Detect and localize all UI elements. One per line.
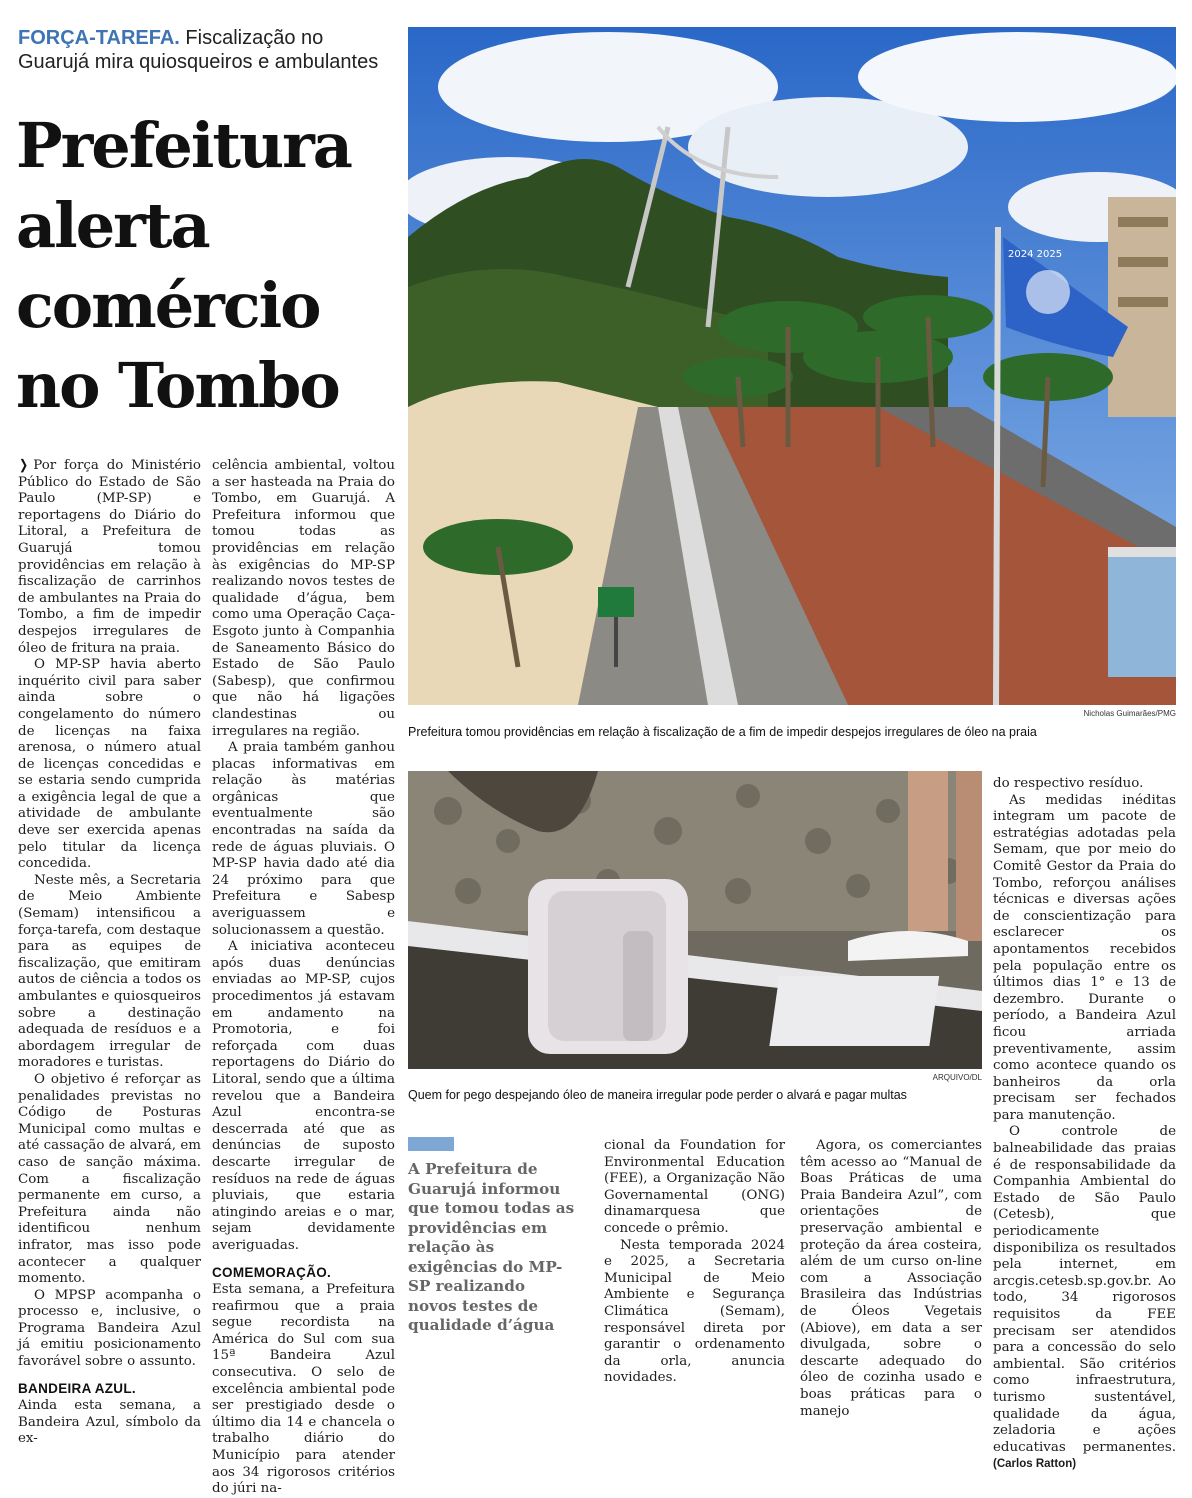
- photo-oil-container: [408, 771, 982, 1069]
- headline: Prefeitura alerta comércio no Tombo: [16, 109, 351, 422]
- flag-year-text: 2024 2025: [1008, 249, 1063, 260]
- paragraph: cional da Foundation for Environmental Education (FEE), a Organização Não Governamental (ONG) dinamarquesa que concede o prêmio.: [604, 1138, 785, 1236]
- column-1: [18, 458, 201, 1448]
- kicker-label: FORÇA-TAREFA.: [18, 27, 180, 49]
- paragraph: A praia também ganhou placas informativas em relação às matérias orgânicas que eventualmente são encontradas na saída da rede de águas pluviais. O MP-SP havia dado até dia 24 próximo para que Prefeitura e Sabesp averiguassem e solucionassem a questão.: [212, 740, 395, 938]
- photo-credit-beach: Nicholas Guimarães/PMG: [1083, 709, 1176, 718]
- paragraph: O objetivo é reforçar as penalidades previstas no Código de Posturas Municipal como multas e até cassação de alvará, em caso de sanção máxima. Com a fiscalização permanente em curso, a Prefeitura ainda não identificou nenhum infrator, mas isso pode acontecer a qualquer momento.: [18, 1071, 201, 1287]
- paragraph: A iniciativa aconteceu após duas denúncias enviadas ao MP-SP, cujos procedimentos já estavam em andamento na Promotoria, e foi reforçada com duas reportagens do Diário do Litoral, sendo que a última revelou que a Bandeira Azul encontra-se descerrada até que as denúncias de suposto descarte irregular de resíduos na rede de águas pluviais, que estaria atingindo areias e o mar, sejam devidamente averiguadas.: [212, 939, 395, 1253]
- photo-credit-oil: ARQUIVO/DL: [932, 1073, 982, 1082]
- paragraph: O MP-SP havia aberto inquérito civil para saber ainda sobre o congelamento do número de licenças na faixa arenosa, o número atual de licenças concedidas e se estaria sendo cumprida a exigência legal de que a atividade de ambulante deve ser exercida apenas pelo titular da licença concedida.: [18, 657, 201, 872]
- paragraph: As medidas inéditas integram um pacote de estratégias adotadas pela Semam, que por meio do Comitê Gestor da Praia do Tombo, reforçou análises técnicas e diversas ações de conscientização para esclarecer os apontamentos recebidos pela população entre os últimos dias 1° e 13 de dezembro. Durante o período, a Bandeira Azul ficou arriada preventivamente, assim como acontece quando os banheiros da orla precisam ser fechados para manutenção.: [993, 792, 1176, 1123]
- author-signature: (Carlos Ratton): [993, 1458, 1077, 1471]
- column-2: [212, 458, 395, 1498]
- paragraph: Nesta temporada 2024 e 2025, a Secretaria Municipal de Meio Ambiente e Segurança Climática (Semam), responsável direta por garantir o ordenamento da orla, anuncia novidades.: [604, 1237, 785, 1386]
- paragraph: Ainda esta semana, a Bandeira Azul, símbolo da ex-: [18, 1398, 201, 1447]
- photo-caption-oil: Quem for pego despejando óleo de maneira irregular pode perder o alvará e pagar multas: [408, 1088, 907, 1102]
- column-5: [993, 776, 1176, 1473]
- column-4: [800, 1138, 982, 1420]
- column-3: [604, 1138, 785, 1387]
- kicker: [18, 26, 398, 74]
- subhead-bandeira-azul: BANDEIRA AZUL.: [18, 1380, 136, 1396]
- paragraph: ❯ Por força do Ministério Público do Estado de São Paulo (MP-SP) e reportagens do Diário do Litoral, a Prefeitura de Guarujá tomou providências em relação à fiscalização de carrinhos de ambulantes na Praia do Tombo, a fim de impedir despejos irregulares de óleo de fritura na praia.: [18, 458, 201, 656]
- paragraph: O controle de balneabilidade das praias é de responsabilidade da Companhia Ambiental do Estado de São Paulo (Cetesb), que periodicamente disponibiliza os resultados pela internet, em arcgis.cetesb.sp.gov.br. Ao todo, 34 rigorosos requisitos da FEE precisam ser atendidos para a concessão do selo ambiental. São critérios como infraestrutura, turismo sustentável, qualidade da água, zeladoria e ações educativas permanentes. (Carlos Ratton): [993, 1124, 1176, 1471]
- pullquote-bar: [408, 1137, 454, 1151]
- oil-container-illustration: [408, 771, 982, 1069]
- subhead-comemoracao: COMEMORAÇÃO.: [212, 1264, 332, 1280]
- photo-beach: [408, 27, 1176, 705]
- paragraph: celência ambiental, voltou a ser hasteada na Praia do Tombo, em Guarujá. A Prefeitura informou que tomou todas as providências em relação às exigências do MP-SP realizando novos testes de qualidade d’água, bem como uma Operação Caça-Esgoto junto à Companhia de Saneamento Básico do Estado de São Paulo (Sabesp), que confirmou que não há ligações clandestinas ou irregulares na região.: [212, 458, 395, 739]
- paragraph: Neste mês, a Secretaria de Meio Ambiente (Semam) intensificou a força-tarefa, com destaque para as equipes de fiscalização, que emitiram autos de ciência a todos os ambulantes e quiosqueiros sobre a destinação adequada de resíduos e a abordagem irregular de moradores e turistas.: [18, 872, 201, 1071]
- paragraph: Agora, os comerciantes têm acesso ao “Manual de Boas Práticas de uma Praia Bandeira Azul”, com orientações de preservação ambiental e proteção da área costeira, além de um curso on-line com a Associação Brasileira das Indústrias de Óleos Vegetais (Abiove), em data a ser divulgada, sobre o descarte adequado do óleo de cozinha usado e boas práticas para o manejo: [800, 1138, 982, 1419]
- photo-caption-beach: Prefeitura tomou providências em relação à fiscalização de a fim de impedir despejos irregulares de óleo na praia: [408, 725, 1037, 739]
- paragraph: O MPSP acompanha o processo e, inclusive, o Programa Bandeira Azul já emitiu posicionamento favorável sobre o assunto.: [18, 1287, 201, 1370]
- paragraph: Esta semana, a Prefeitura reafirmou que a praia segue recordista na América do Sul com sua 15ª Bandeira Azul consecutiva. O selo de excelência ambiental pode ser prestigiado desde o último dia 14 e chancela o trabalho diário do Município para atender aos 34 rigorosos critérios do júri na-: [212, 1282, 395, 1497]
- paragraph: do respectivo resíduo.: [993, 776, 1144, 791]
- chevron-right-icon: ❯: [19, 458, 29, 473]
- beach-photo-illustration: [408, 27, 1176, 705]
- kicker-text: Fiscalização no Guarujá mira quiosqueiros e ambulantes: [18, 27, 379, 73]
- pullquote: A Prefeitura de Guarujá informou que tomou todas as providências em relação às exigências do MP-SP realizando novos testes de qualidade d’água: [408, 1160, 575, 1334]
